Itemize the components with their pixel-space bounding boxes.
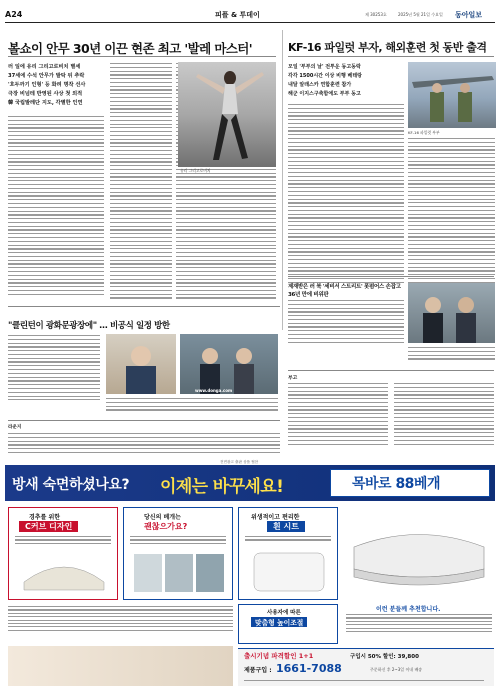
ad-phone-label: 제품구입 : <box>244 667 272 674</box>
ad-price: 구입시 50% 할인: 39,800 <box>350 654 419 660</box>
ad-hero: 이제는 바꾸세요! <box>160 477 284 497</box>
kf16-deck-line: 각각 1500시간 이상 비행 베테랑 <box>288 73 363 79</box>
kf16-pilots-photo <box>408 62 496 128</box>
section-title: 피플 & 투데이 <box>215 11 260 19</box>
ad-feature-3-title: 위생적이고 편리한 <box>251 514 300 521</box>
kf16-deck-line: 모일 '부부의 날' 전투운 동고동락 <box>288 64 361 70</box>
trade-body-2 <box>408 347 495 362</box>
ad-bottom-left-image <box>8 646 233 686</box>
ad-feature-1-title: 경추를 위한 <box>29 514 61 521</box>
ballet-deck-line: '호두까기 인형' 등 화려 명작 선사 <box>8 82 86 88</box>
masthead-logo: 동아일보 <box>455 11 483 19</box>
ballet-deck-line: 韓 국립발레단 지도, 각별한 인연 <box>8 100 83 106</box>
section-divider <box>8 306 280 307</box>
event-photo-2 <box>180 334 278 394</box>
ad-left-details <box>8 606 233 633</box>
ad-delivery-note: 주문하신 후 2~3일 이내 배송 <box>370 667 423 672</box>
ad-feature-3 <box>238 507 338 600</box>
trade-photo <box>408 283 495 343</box>
page-header <box>5 9 495 21</box>
ballet-deck-line: 극장 비넘테 반영된 사상 첫 외적 <box>8 91 83 97</box>
notice-divider <box>8 420 280 421</box>
notice-body <box>8 433 280 456</box>
ad-feature-3-highlight: 흰 시트 <box>267 521 305 532</box>
ad-product-name: 목바로 88베개 <box>352 476 440 492</box>
ad-recommend-title: 이런 분들께 추천합니다. <box>376 606 441 613</box>
ballet-dancer-photo <box>178 62 276 167</box>
ad-feature-1-highlight: C커브 디자인 <box>19 521 78 532</box>
kf16-body-col1 <box>288 104 404 286</box>
event-body <box>8 335 100 403</box>
issue-date: 2025년 5월 21일 수요일 <box>398 12 443 17</box>
ad-order-title: 출시기념 파격할인 1+1 <box>244 652 314 660</box>
ad-feature-2-title: 당신의 베개는 <box>144 514 181 521</box>
memorial-divider <box>288 370 494 371</box>
trade-body <box>288 300 404 345</box>
right-section-divider <box>288 276 494 277</box>
ballet-body-col1 <box>8 116 104 298</box>
kf16-photo-caption: KF-16 파일럿 부부 <box>408 130 440 135</box>
ballet-headline-rule <box>8 56 276 57</box>
column-divider <box>282 30 283 330</box>
ad-pillow-image <box>344 507 494 600</box>
header-rule <box>5 22 495 23</box>
ballet-headline: 볼쇼이 안무 30년 이끈 현존 최고 '발레 마스터' <box>8 41 252 56</box>
ad-recommend-list <box>346 614 492 634</box>
kf16-decks <box>288 63 408 99</box>
memorial-col1 <box>288 383 388 447</box>
kf16-headline-rule <box>288 56 494 57</box>
memorial-label: 부고 <box>288 376 298 381</box>
ballet-decks <box>8 63 106 108</box>
issue-number: 제 30253호 <box>365 12 387 17</box>
ad-feature-1 <box>8 507 118 600</box>
kf16-deck-line: 내달 알래스카 연합훈련 참가 <box>288 82 352 88</box>
event-website[interactable]: www.donga.com <box>195 388 233 393</box>
ballet-deck-line: 러 일에 유리 그리고로비치 별세 <box>8 64 81 70</box>
ad-feature-2-question: 괜찮으가요? <box>144 522 188 531</box>
ad-top-strip: 전면광고 출판 상품 협찬 <box>220 460 259 464</box>
ad-phone-number[interactable]: 1661-7088 <box>276 662 342 675</box>
ad-usage-highlight: 맞춤형 높이조절 <box>251 617 307 627</box>
page-number: A24 <box>5 10 23 19</box>
event-photo <box>106 334 176 394</box>
notice-label: 라운지 <box>8 425 22 430</box>
ad-order-details <box>244 680 484 683</box>
ballet-photo-caption: 유리 그리고로비치 <box>180 168 211 173</box>
event-caption-lines <box>106 398 278 413</box>
ballet-deck-line: 37세에 수석 안무가 발탁 뒤 추락 <box>8 73 85 79</box>
trade-headline: 제재받은 러 북 '세비서 스트리트' 폿펌어스 손잡고 36년 만에 비위판 <box>288 284 401 298</box>
ad-usage-title: 사용자에 따른 <box>267 610 301 616</box>
ballet-body-col2 <box>110 63 172 301</box>
kf16-headline: KF-16 파일럿 부자, 해외훈련 첫 동반 출격 <box>288 41 487 54</box>
kf16-deck-line: 해군 이지스구축함에도 부부 동고 <box>288 91 361 97</box>
memorial-col2 <box>394 383 494 447</box>
ad-feature-2 <box>123 507 233 600</box>
event-headline: "클린턴이 광화문광장에" … 비공식 일정 방한 <box>8 321 170 331</box>
ad-lead: 방새 숙면하셨나요? <box>12 477 130 493</box>
ad-usage-box <box>238 604 338 644</box>
